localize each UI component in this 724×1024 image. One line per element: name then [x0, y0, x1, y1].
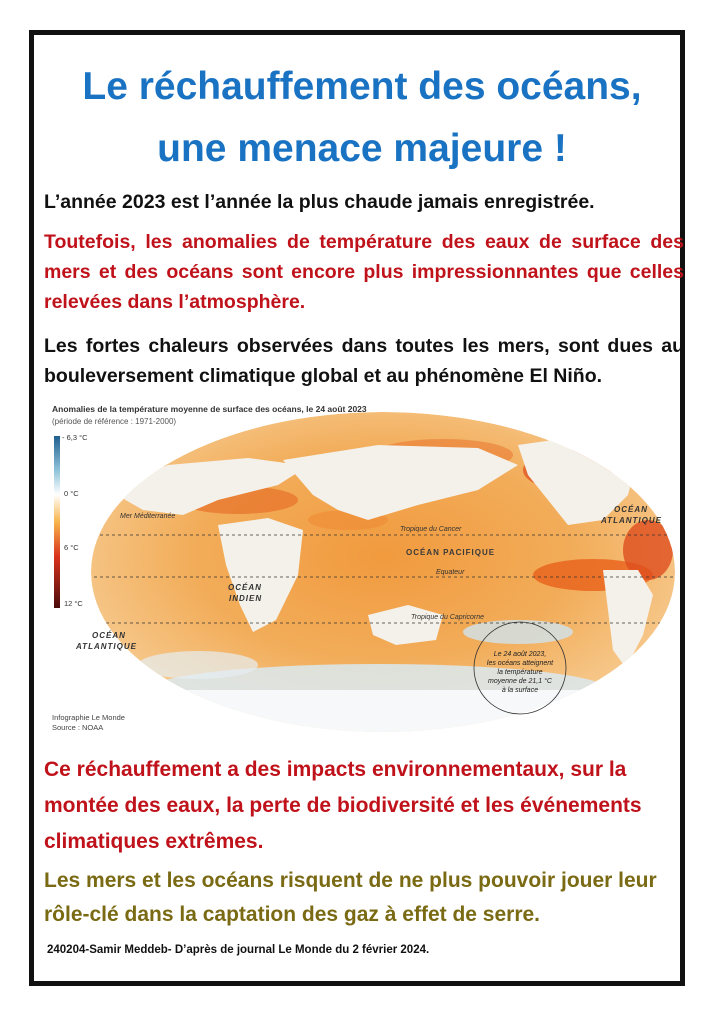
- label-ocean-indien-1: OCÉAN: [228, 583, 262, 592]
- paragraph-carbon-role: Les mers et les océans risquent de ne plus pouvoir jouer leur rôle-clé dans la captation des gaz à effet de serre.: [44, 869, 657, 926]
- author-credit: 240204-Samir Meddeb- D’après de journal Le Monde du 2 février 2024.: [47, 944, 430, 956]
- title-line-1: Le réchauffement des océans,: [82, 65, 642, 108]
- callout-line-3: la température: [497, 669, 543, 676]
- label-ocean-atlantique-ne-2: ATLANTIQUE: [601, 516, 662, 525]
- paragraph-causes: Les fortes chaleurs observées dans toutes les mers, sont dues au bouleversement climatique global et au phénomène El Niño.: [44, 335, 684, 387]
- label-mediterranee: Mer Méditerranée: [120, 513, 176, 520]
- callout-line-1: Le 24 août 2023,: [493, 651, 547, 658]
- page-title: [0, 56, 724, 180]
- map-source-credit: Infographie Le Monde: [52, 713, 125, 722]
- map-title: Anomalies de la température moyenne de surface des océans, le 24 août 2023: [52, 404, 367, 414]
- title-line-2: une menace majeure !: [157, 127, 567, 170]
- callout-line-4: moyenne de 21,1 °C: [488, 678, 552, 685]
- label-tropique-capricorne: Tropique du Capricorne: [411, 614, 485, 621]
- label-ocean-atlantique-sw-1: OCÉAN: [92, 631, 126, 640]
- paragraph-anomalies: Toutefois, les anomalies de température des eaux de surface des mers et des océans sont encore plus impressionnantes que celles relevées dans l’atmosphère.: [44, 231, 684, 313]
- map-source: Source : NOAA: [52, 723, 104, 732]
- label-ocean-atlantique-sw-2: ATLANTIQUE: [76, 642, 137, 651]
- ocean-anomaly-map: [48, 400, 680, 740]
- label-tropique-cancer: Tropique du Cancer: [400, 526, 462, 533]
- callout-line-5: à la surface: [501, 687, 539, 694]
- scale-label-mid: 6 °C: [64, 543, 79, 552]
- label-ocean-atlantique-ne-1: OCÉAN: [614, 505, 648, 514]
- label-equateur: Equateur: [436, 569, 465, 576]
- scale-label-max: 12 °C: [64, 599, 83, 608]
- scale-label-zero: 0 °C: [64, 489, 79, 498]
- land-antarctica: [98, 690, 678, 740]
- color-scale-bar: [54, 436, 60, 608]
- callout-line-2: les océans atteignent: [486, 660, 554, 667]
- scale-label-min: - 6,3 °C: [62, 433, 88, 442]
- world-map: [88, 412, 680, 740]
- map-svg: [48, 400, 680, 740]
- paragraph-hottest-year: L’année 2023 est l’année la plus chaude jamais enregistrée.: [44, 191, 595, 213]
- paragraph-impacts: Ce réchauffement a des impacts environnementaux, sur la montée des eaux, la perte de biodiversité et les événements climatiques extrêmes.: [44, 758, 642, 853]
- label-ocean-pacifique: OCÉAN PACIFIQUE: [406, 548, 496, 557]
- label-ocean-indien-2: INDIEN: [229, 594, 263, 603]
- map-subtitle: (période de référence : 1971-2000): [52, 417, 177, 426]
